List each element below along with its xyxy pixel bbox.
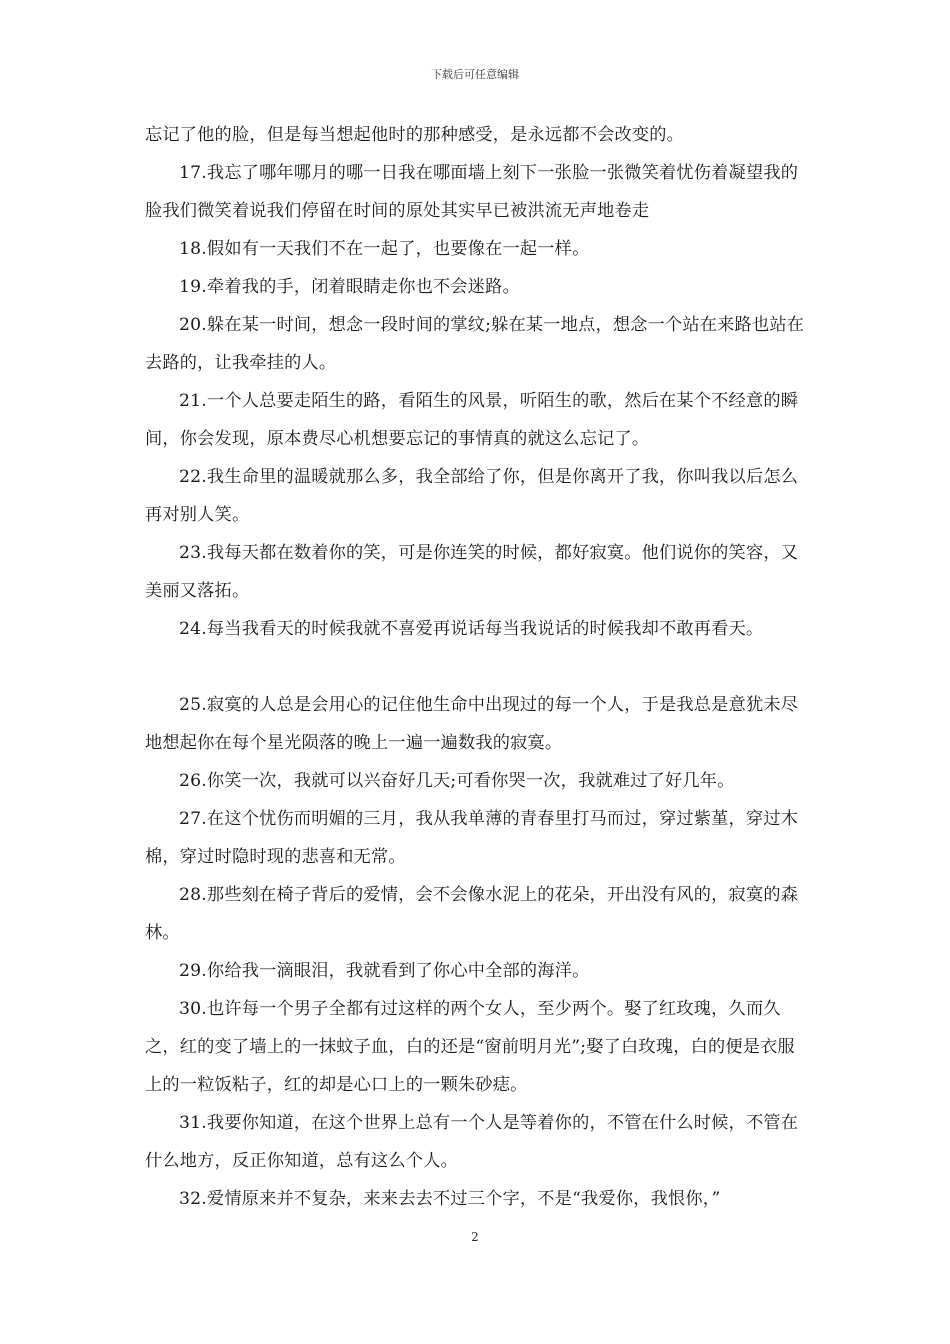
paragraph-17: 17.我忘了哪年哪月的哪一日我在哪面墙上刻下一张脸一张微笑着忧伤着凝望我的脸我们微笑着说我们停留在时间的原处其实早已被洪流无声地卷走 <box>145 163 799 221</box>
paragraph-21: 21.一个人总要走陌生的路，看陌生的风景，听陌生的歌，然后在某个不经意的瞬间，你会发现，原本费尽心机想要忘记的事情真的就这么忘记了。 <box>145 391 799 449</box>
paragraph-18: 18.假如有一天我们不在一起了，也要像在一起一样。 <box>179 239 590 259</box>
page-header: 下载后可任意编辑 <box>431 68 519 81</box>
paragraph-19: 19.牵着我的手，闭着眼睛走你也不会迷路。 <box>179 277 520 297</box>
paragraph-25: 25.寂寞的人总是会用心的记住他生命中出现过的每一个人，于是我总是意犹未尽地想起你在每个星光陨落的晚上一遍一遍数我的寂寞。 <box>145 695 799 753</box>
paragraph-31: 31.我要你知道，在这个世界上总有一个人是等着你的，不管在什么时候，不管在什么地方，反正你知道，总有这么个人。 <box>145 1113 799 1171</box>
page-number: 2 <box>471 1230 479 1244</box>
paragraph-22: 22.我生命里的温暖就那么多，我全部给了你，但是你离开了我，你叫我以后怎么再对别人笑。 <box>145 467 799 525</box>
paragraph-28: 28.那些刻在椅子背后的爱情，会不会像水泥上的花朵，开出没有风的，寂寞的森林。 <box>145 885 799 943</box>
paragraph-30: 30.也许每一个男子全都有过这样的两个女人，至少两个。娶了红玫瑰，久而久之，红的变了墙上的一抹蚊子血，白的还是“窗前明月光”;娶了白玫瑰，白的便是衣服上的一粒饭粘子，红的却是心口上的一颗朱砂痣。 <box>145 999 795 1095</box>
document-body <box>145 116 810 1218</box>
paragraph-23: 23.我每天都在数着你的笑，可是你连笑的时候，都好寂寞。他们说你的笑容，又美丽又落拓。 <box>145 543 799 601</box>
paragraph-continuation: 忘记了他的脸，但是每当想起他时的那种感受，是永远都不会改变的。 <box>145 125 685 145</box>
paragraph-24: 24.每当我看天的时候我就不喜爱再说话每当我说话的时候我却不敢再看天。 <box>179 619 764 639</box>
paragraph-29: 29.你给我一滴眼泪，我就看到了你心中全部的海洋。 <box>179 961 590 981</box>
paragraph-27: 27.在这个忧伤而明媚的三月，我从我单薄的青春里打马而过，穿过紫堇，穿过木棉，穿过时隐时现的悲喜和无常。 <box>145 809 799 867</box>
paragraph-32: 32.爱情原来并不复杂，来来去去不过三个字，不是“我爱你，我恨你，” <box>179 1189 721 1209</box>
paragraph-26: 26.你笑一次，我就可以兴奋好几天;可看你哭一次，我就难过了好几年。 <box>179 771 735 791</box>
paragraph-20: 20.躲在某一时间，想念一段时间的掌纹;躲在某一地点，想念一个站在来路也站在去路的，让我牵挂的人。 <box>145 315 805 373</box>
